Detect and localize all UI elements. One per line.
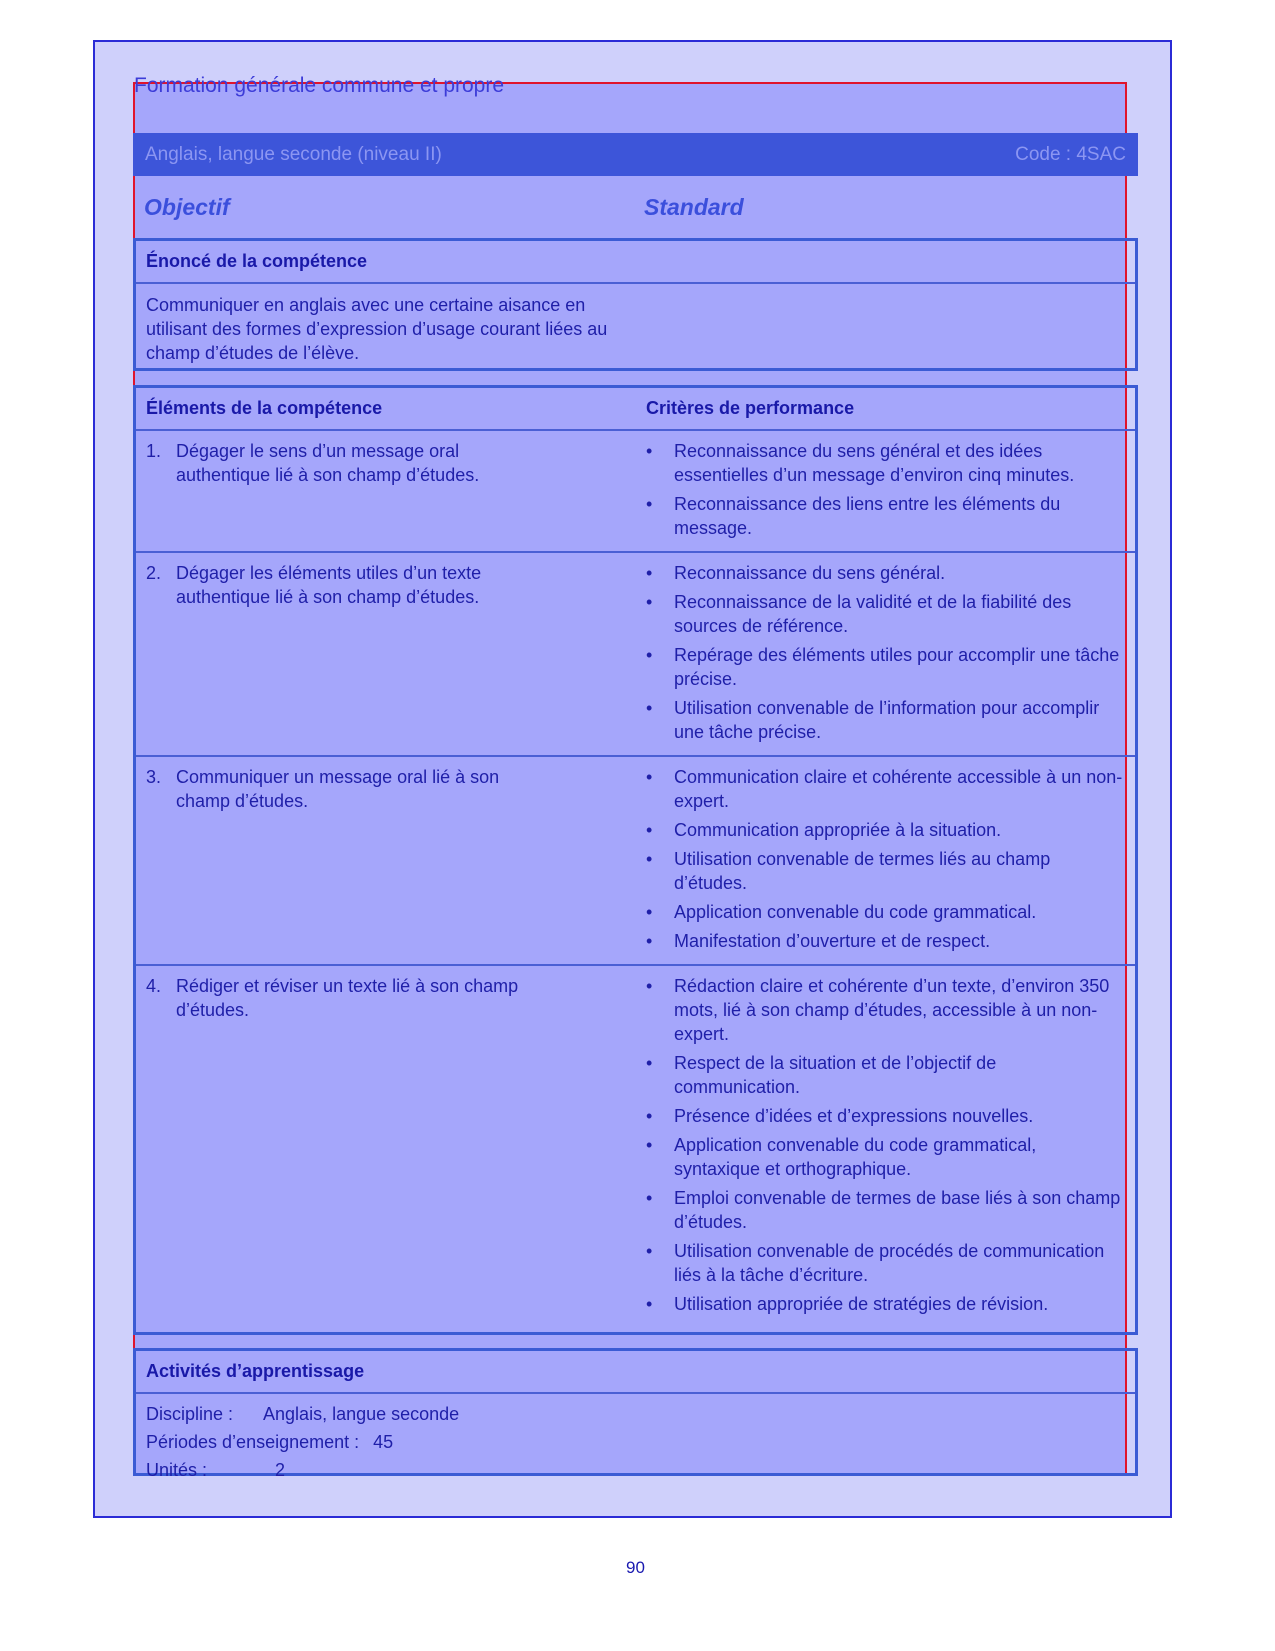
criterion-text: Utilisation convenable de procédés de communication liés à la tâche d’écriture. xyxy=(674,1241,1105,1285)
objectif-heading: Objectif xyxy=(144,194,230,220)
criterion-text: Respect de la situation et de l’objectif de communication. xyxy=(674,1053,997,1097)
bullet-icon: • xyxy=(646,1135,653,1155)
bullet-icon: • xyxy=(646,976,653,996)
enonce-heading: Énoncé de la compétence xyxy=(136,241,1135,284)
periodes-line xyxy=(146,1428,1125,1456)
course-title: Anglais, langue seconde (niveau II) xyxy=(145,143,442,165)
bullet-icon: • xyxy=(646,820,653,840)
bullet-icon: • xyxy=(646,645,653,665)
criterion-text: Utilisation convenable de termes liés au champ d’études. xyxy=(674,849,1051,893)
criterion-item xyxy=(646,1186,1125,1234)
criterion-text: Application convenable du code grammatical. xyxy=(674,902,1037,922)
activites-heading: Activités d’apprentissage xyxy=(136,1351,1135,1394)
criteria-cell xyxy=(646,974,1125,1321)
element-text: Dégager les éléments utiles d’un texte authentique lié à son champ d’études. xyxy=(176,563,482,607)
bullet-icon: • xyxy=(646,563,653,583)
page-number: 90 xyxy=(626,1558,645,1577)
section-title: Formation générale commune et propre xyxy=(134,74,505,97)
criterion-item xyxy=(646,847,1125,895)
element-text: Communiquer un message oral lié à son champ d’études. xyxy=(176,767,500,811)
bullet-icon: • xyxy=(646,1294,653,1314)
criterion-text: Reconnaissance des liens entre les éléments du message. xyxy=(674,494,1061,538)
bullet-icon: • xyxy=(646,698,653,718)
criterion-item xyxy=(646,492,1125,540)
criterion-item xyxy=(646,900,1125,924)
bullet-icon: • xyxy=(646,767,653,787)
element-number: 3. xyxy=(146,767,162,787)
bullet-icon: • xyxy=(646,494,653,514)
criterion-text: Utilisation convenable de l’information pour accomplir une tâche précise. xyxy=(674,698,1100,742)
element-text: Rédiger et réviser un texte lié à son champ d’études. xyxy=(176,976,519,1020)
bullet-icon: • xyxy=(646,849,653,869)
elements-heading: Éléments de la compétence xyxy=(146,398,383,418)
elements-header xyxy=(136,388,1135,431)
element-cell xyxy=(146,974,646,1321)
criterion-text: Rédaction claire et cohérente d’un texte, d’environ 350 mots, lié à son champ d’études, accessible à un non-expert. xyxy=(674,976,1110,1044)
element-number: 4. xyxy=(146,976,162,996)
element-number: 2. xyxy=(146,563,162,583)
criterion-text: Application convenable du code grammatical, syntaxique et orthographique. xyxy=(674,1135,1037,1179)
criterion-text: Repérage des éléments utiles pour accomplir une tâche précise. xyxy=(674,645,1120,689)
element-row xyxy=(136,966,1135,1327)
element-cell xyxy=(146,439,646,545)
course-code: Code : 4SAC xyxy=(1015,143,1126,165)
criterion-item xyxy=(646,974,1125,1046)
bullet-icon: • xyxy=(646,931,653,951)
criterion-text: Reconnaissance du sens général et des idées essentielles d’un message d’environ cinq minutes. xyxy=(674,441,1075,485)
criterion-item xyxy=(646,696,1125,744)
criterion-item xyxy=(646,1104,1125,1128)
standard-heading: Standard xyxy=(644,194,744,220)
activites-body xyxy=(136,1394,1135,1492)
unites-line xyxy=(146,1456,1125,1484)
criterion-item xyxy=(646,1051,1125,1099)
bullet-icon: • xyxy=(646,1241,653,1261)
criterion-text: Utilisation appropriée de stratégies de révision. xyxy=(674,1294,1049,1314)
criterion-text: Reconnaissance de la validité et de la fiabilité des sources de référence. xyxy=(674,592,1072,636)
criterion-item xyxy=(646,1292,1125,1316)
criterion-text: Emploi convenable de termes de base liés à son champ d’études. xyxy=(674,1188,1121,1232)
element-cell xyxy=(146,765,646,958)
element-row xyxy=(136,757,1135,966)
element-number: 1. xyxy=(146,441,162,461)
criterion-item xyxy=(646,561,1125,585)
bullet-icon: • xyxy=(646,1188,653,1208)
criterion-item xyxy=(646,929,1125,953)
criterion-item xyxy=(646,439,1125,487)
criteria-cell xyxy=(646,439,1125,545)
criterion-item xyxy=(646,1239,1125,1287)
criterion-item xyxy=(646,643,1125,691)
unites-value: 2 xyxy=(275,1460,286,1480)
bullet-icon: • xyxy=(646,1053,653,1073)
bullet-icon: • xyxy=(646,1106,653,1126)
elements-box xyxy=(133,385,1138,1335)
unites-label: Unités : xyxy=(146,1460,208,1480)
criterion-item xyxy=(646,818,1125,842)
activites-box xyxy=(133,1348,1138,1480)
criterion-text: Communication claire et cohérente accessible à un non-expert. xyxy=(674,767,1123,811)
enonce-text: Communiquer en anglais avec une certaine aisance en utilisant des formes d’expression d’usage courant liées au champ d’études de l’élève. xyxy=(146,295,608,363)
bullet-icon: • xyxy=(646,441,653,461)
discipline-line xyxy=(146,1400,1125,1428)
enonce-box xyxy=(133,238,1138,371)
criterion-text: Communication appropriée à la situation. xyxy=(674,820,1002,840)
periodes-value: 45 xyxy=(373,1432,394,1452)
criterion-text: Reconnaissance du sens général. xyxy=(674,563,946,583)
element-cell xyxy=(146,561,646,749)
element-text: Dégager le sens d’un message oral authentique lié à son champ d’études. xyxy=(176,441,480,485)
element-row xyxy=(136,553,1135,757)
criterion-item xyxy=(646,765,1125,813)
criteria-cell xyxy=(646,765,1125,958)
bullet-icon: • xyxy=(646,592,653,612)
periodes-label: Périodes d’enseignement : xyxy=(146,1432,360,1452)
criterion-text: Présence d’idées et d’expressions nouvelles. xyxy=(674,1106,1034,1126)
discipline-label: Discipline : xyxy=(146,1404,234,1424)
criteria-heading: Critères de performance xyxy=(646,398,855,418)
criterion-item xyxy=(646,1133,1125,1181)
criterion-item xyxy=(646,590,1125,638)
criteria-cell xyxy=(646,561,1125,749)
discipline-value: Anglais, langue seconde xyxy=(263,1404,460,1424)
course-title-bar xyxy=(133,133,1138,176)
criterion-text: Manifestation d’ouverture et de respect. xyxy=(674,931,991,951)
elements-rows xyxy=(136,431,1135,1327)
element-row xyxy=(136,431,1135,553)
bullet-icon: • xyxy=(646,902,653,922)
